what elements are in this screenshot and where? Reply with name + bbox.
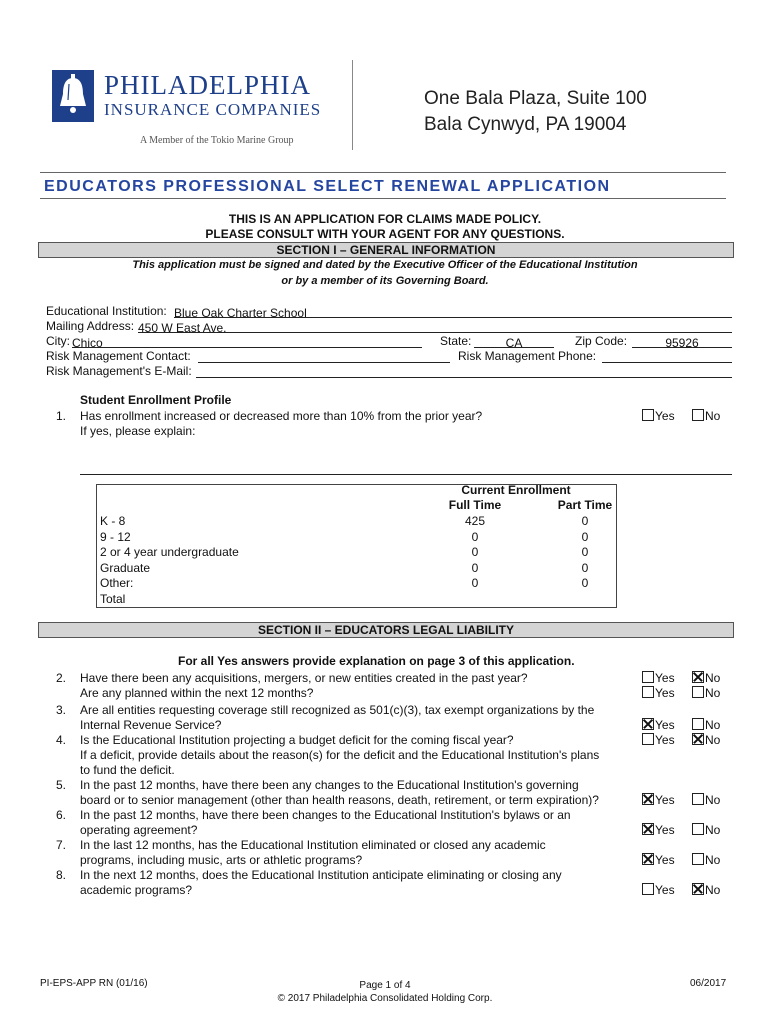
mailing-address-value: 450 W East Ave. (138, 321, 227, 335)
zip-field[interactable] (632, 334, 732, 348)
address-line-2: Bala Cynwyd, PA 19004 (424, 114, 627, 135)
form-date: 06/2017 (690, 978, 727, 989)
no-label: No (705, 718, 721, 732)
yes-label: Yes (655, 883, 675, 897)
section2-instruction: For all Yes answers provide explanation on page 3 of this application. (178, 654, 575, 668)
yes-option[interactable] (642, 671, 675, 685)
no-label: No (705, 883, 721, 897)
question-text: In the last 12 months, has the Educational Institution eliminated or closed any academic (80, 838, 546, 852)
mailing-address-field[interactable] (138, 319, 732, 333)
q1-explain-line[interactable] (80, 474, 732, 475)
yes-label: Yes (655, 671, 675, 685)
no-option[interactable] (692, 686, 720, 700)
q1-number: 1. (56, 409, 67, 423)
q1-no-label: No (705, 409, 721, 423)
zip-value: 95926 (665, 336, 699, 350)
question-text: In the past 12 months, have there been changes to the Educational Institution's bylaws or an (80, 808, 571, 822)
form-id: PI-EPS-APP RN (01/16) (40, 978, 148, 989)
no-option[interactable] (692, 823, 720, 837)
yes-checkbox[interactable] (642, 793, 654, 805)
question-text: Internal Revenue Service? (80, 718, 222, 732)
question-number: 8. (56, 868, 67, 882)
enrollment-row-label: Other: (100, 576, 134, 590)
question-number: 3. (56, 703, 67, 717)
yes-checkbox[interactable] (642, 733, 654, 745)
page-title: EDUCATORS PROFESSIONAL SELECT RENEWAL APPLICATION (44, 178, 611, 195)
enrollment-part-time: 0 (581, 514, 589, 528)
q1-no-option[interactable] (692, 409, 720, 423)
no-label: No (705, 733, 721, 747)
yes-label: Yes (655, 686, 675, 700)
enrollment-row-label: K - 8 (100, 514, 126, 528)
rm-phone-label: Risk Management Phone: (458, 349, 597, 363)
question-text: In the past 12 months, have there been any changes to the Educational Institution's governing (80, 778, 579, 792)
enrollment-part-time: 0 (581, 576, 589, 590)
title-rule-bottom (40, 198, 726, 199)
question-text: Are any planned within the next 12 months? (80, 686, 314, 700)
question-text: In the next 12 months, does the Educational Institution anticipate eliminating or closing any (80, 868, 562, 882)
logo-member-line: A Member of the Tokio Marine Group (140, 135, 294, 146)
enrollment-header: Current Enrollment (461, 483, 571, 497)
yes-checkbox[interactable] (642, 823, 654, 835)
question-text: board or to senior management (other than health reasons, death, retirement, or term expiration)? (80, 793, 599, 807)
enrollment-part-time: 0 (581, 560, 589, 575)
yes-option[interactable] (642, 686, 675, 700)
institution-field[interactable] (174, 304, 732, 318)
q1-yes-checkbox[interactable] (642, 409, 654, 421)
yes-checkbox[interactable] (642, 718, 654, 730)
enrollment-profile-heading: Student Enrollment Profile (80, 393, 232, 407)
enrollment-full-time: 0 (471, 560, 479, 575)
enrollment-full-time: 0 (471, 529, 479, 544)
section1-header: SECTION I – GENERAL INFORMATION (38, 242, 734, 258)
part-time-header: Part Time (557, 498, 613, 512)
liberty-bell-logo-icon (52, 70, 94, 122)
no-label: No (705, 823, 721, 837)
q1-yes-option[interactable] (642, 409, 675, 423)
consult-agent-notice: PLEASE CONSULT WITH YOUR AGENT FOR ANY QUESTIONS. (205, 227, 565, 241)
city-field[interactable] (72, 334, 422, 348)
yes-label: Yes (655, 823, 675, 837)
yes-checkbox[interactable] (642, 853, 654, 865)
no-label: No (705, 793, 721, 807)
no-option[interactable] (692, 718, 720, 732)
signature-note-1: This application must be signed and dated by the Executive Officer of the Educational Institution (132, 259, 638, 271)
q1-text: Has enrollment increased or decreased more than 10% from the prior year? (80, 409, 483, 423)
yes-label: Yes (655, 718, 675, 732)
no-checkbox[interactable] (692, 793, 704, 805)
question-text: Have there been any acquisitions, mergers, or new entities created in the past year? (80, 671, 528, 685)
rm-contact-label: Risk Management Contact: (46, 349, 191, 363)
no-checkbox[interactable] (692, 733, 704, 745)
header-divider (352, 60, 353, 150)
question-number: 2. (56, 671, 67, 685)
question-text: programs, including music, arts or athletic programs? (80, 853, 363, 867)
enrollment-part-time: 0 (581, 545, 589, 559)
city-value: Chico (72, 336, 103, 350)
yes-option[interactable] (642, 823, 675, 837)
claims-made-notice: THIS IS AN APPLICATION FOR CLAIMS MADE POLICY. (228, 212, 542, 226)
question-text: Are all entities requesting coverage still recognized as 501(c)(3), tax exempt organizations by the (80, 703, 595, 717)
enrollment-row-label: 9 - 12 (100, 529, 131, 544)
question-number: 5. (56, 778, 67, 792)
yes-option[interactable] (642, 883, 675, 897)
yes-option[interactable] (642, 733, 675, 747)
yes-checkbox[interactable] (642, 671, 654, 683)
enrollment-row-label: Total (100, 591, 126, 606)
question-text: If a deficit, provide details about the reason(s) for the deficit and the Educational Institution's plans (80, 748, 600, 762)
logo-subtitle: INSURANCE COMPANIES (104, 100, 322, 119)
yes-option[interactable] (642, 793, 675, 807)
enrollment-full-time: 0 (471, 576, 479, 590)
rm-email-field[interactable] (196, 364, 732, 378)
institution-value: Blue Oak Charter School (174, 306, 307, 320)
no-checkbox[interactable] (692, 853, 704, 865)
signature-note-2: or by a member of its Governing Board. (281, 275, 489, 287)
state-value: CA (505, 336, 523, 350)
rm-email-label: Risk Management's E-Mail: (46, 364, 192, 378)
logo-name: PHILADELPHIA (104, 70, 311, 100)
enrollment-full-time: 425 (464, 514, 486, 528)
no-label: No (705, 853, 721, 867)
no-checkbox[interactable] (692, 686, 704, 698)
institution-label: Educational Institution: (46, 304, 167, 318)
title-rule-top (40, 172, 726, 173)
no-checkbox[interactable] (692, 823, 704, 835)
yes-label: Yes (655, 733, 675, 747)
question-number: 6. (56, 808, 67, 822)
enrollment-row-label: 2 or 4 year undergraduate (100, 545, 239, 559)
no-option[interactable] (692, 733, 720, 747)
address-line-1: One Bala Plaza, Suite 100 (424, 88, 647, 109)
yes-label: Yes (655, 853, 675, 867)
no-checkbox[interactable] (692, 718, 704, 730)
no-checkbox[interactable] (692, 671, 704, 683)
question-text: to fund the deficit. (80, 763, 175, 777)
full-time-header: Full Time (448, 498, 502, 512)
question-number: 4. (56, 733, 67, 747)
rm-contact-field[interactable] (198, 349, 450, 363)
state-label: State: (440, 334, 472, 348)
question-text: operating agreement? (80, 823, 198, 837)
question-text: academic programs? (80, 883, 193, 897)
yes-checkbox[interactable] (642, 686, 654, 698)
no-label: No (705, 686, 721, 700)
yes-checkbox[interactable] (642, 883, 654, 895)
yes-option[interactable] (642, 853, 675, 867)
no-option[interactable] (692, 853, 720, 867)
copyright: © 2017 Philadelphia Consolidated Holding Corp. (277, 993, 493, 1004)
q1-yes-label: Yes (655, 409, 675, 423)
mailing-address-label: Mailing Address: (46, 319, 135, 333)
page-number: Page 1 of 4 (359, 980, 411, 991)
no-checkbox[interactable] (692, 883, 704, 895)
yes-option[interactable] (642, 718, 675, 732)
no-option[interactable] (692, 793, 720, 807)
question-number: 7. (56, 838, 67, 852)
question-text: Is the Educational Institution projecting a budget deficit for the coming fiscal year? (80, 733, 514, 747)
no-option[interactable] (692, 883, 720, 897)
city-label: City: (46, 334, 70, 348)
no-label: No (705, 671, 721, 685)
enrollment-full-time: 0 (471, 545, 479, 559)
section2-header: SECTION II – EDUCATORS LEGAL LIABILITY (38, 622, 734, 638)
q1-subtext: If yes, please explain: (80, 424, 196, 438)
yes-label: Yes (655, 793, 675, 807)
rm-phone-field[interactable] (602, 349, 732, 363)
enrollment-row-label: Graduate (100, 560, 151, 575)
q1-no-checkbox[interactable] (692, 409, 704, 421)
no-option[interactable] (692, 671, 720, 685)
state-field[interactable] (474, 334, 554, 348)
zip-label: Zip Code: (575, 334, 628, 348)
enrollment-part-time: 0 (581, 529, 589, 544)
